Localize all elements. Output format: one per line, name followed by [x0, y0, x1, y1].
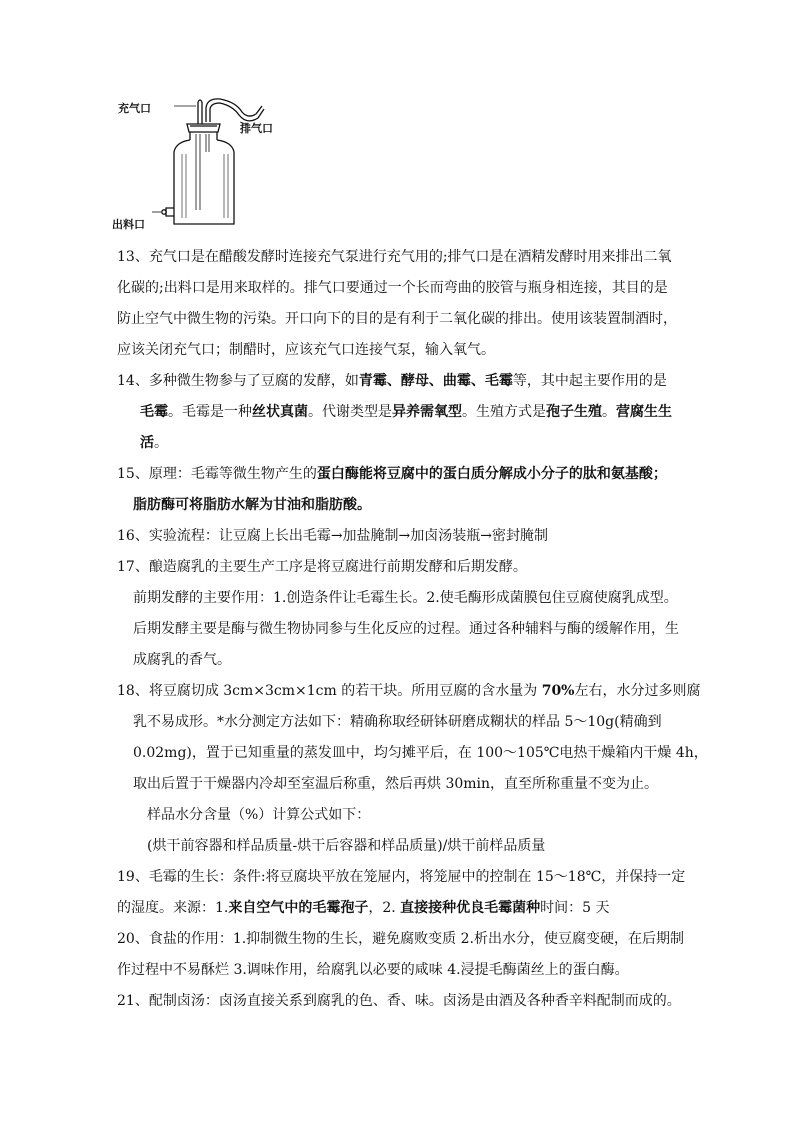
- p14-line-2: [117, 397, 687, 428]
- p13-line-1: 13、充气口是在醋酸发酵时连接充气泵进行充气用的;排气口是在酒精发酵时用来排出二氧: [117, 249, 672, 265]
- p14-bold-mucor: 毛霉: [140, 404, 168, 420]
- p17-line-2: 前期发酵的主要作用：1.创造条件让毛霉生长。2.使毛酶形成菌膜包住豆腐使腐乳成型。: [133, 590, 678, 606]
- p19-text: 的湿度。来源：1.: [117, 900, 229, 916]
- p15-bold-protease: 蛋白酶能将豆腐中的蛋白质分解成小分子的肽和氨基酸；: [316, 466, 667, 482]
- p14-bold-saprophytic-end: 活: [140, 435, 154, 451]
- p18-line-4: 取出后置于干燥器内冷却至室温后称重，然后再烘 30min，直至所称重量不变为止。: [133, 776, 659, 792]
- p20-line-1: 20、食盐的作用：1.抑制微生物的生长，避免腐败变质 2.析出水分，使豆腐变硬，在后期制: [117, 931, 684, 947]
- p14-bold-fungus: 丝状真菌: [252, 404, 308, 420]
- p18-line-2: 乳不易成形。*水分测定方法如下：精确称取经研钵研磨成糊状的样品 5～10g(精确到: [133, 714, 662, 730]
- fermentation-bottle-figure: [112, 92, 302, 232]
- discharge-label: 出料口: [112, 218, 145, 231]
- p19-text: 时间：5 天: [540, 900, 610, 916]
- p14-text: 。: [602, 404, 616, 420]
- p14-line-1: [117, 366, 687, 397]
- outlet-label: 排气口: [240, 122, 273, 135]
- p14-bold-reproduction: 孢子生殖: [546, 404, 602, 420]
- p19-bold-source-air: 来自空气中的毛霉孢子: [228, 900, 369, 916]
- p19-text: ，2.: [368, 900, 401, 916]
- p15-text: 15、原理：毛霉等微生物产生的: [117, 466, 317, 482]
- p17-line-4: 成腐乳的香气。: [133, 652, 231, 668]
- p20-line-2: 作过程中不易酥烂 3.调味作用，给腐乳以必要的咸味 4.浸提毛酶菌丝上的蛋白酶。: [117, 962, 629, 978]
- p19-bold-source-inoculate: 直接接种优良毛霉菌种: [400, 900, 541, 916]
- p18-line-1: [117, 676, 701, 707]
- p14-bold-metabolism: 异养需氧型: [392, 404, 462, 420]
- p17-line-1: 17、酿造腐乳的主要生产工序是将豆腐进行前期发酵和后期发酵。: [117, 559, 527, 575]
- p14-line-3: [117, 428, 687, 459]
- p14-bold-saprophytic: 营腐生生: [616, 404, 672, 420]
- p14-text: 14、多种微生物参与了豆腐的发酵，如: [117, 373, 359, 389]
- p14-text: 。生殖方式是: [462, 404, 546, 420]
- p15-bold-lipase: 脂肪酶可将脂肪水解为甘油和脂肪酸。: [133, 497, 371, 513]
- p13-line-3: 防止空气中微生物的污染。开口向下的目的是有利于二氧化碳的排出。使用该装置制酒时，: [117, 311, 677, 327]
- p14-text: 。: [154, 435, 168, 451]
- p13-line-2: 化碳的;出料口是用来取样的。排气口要通过一个长而弯曲的胶管与瓶身相连接，其目的是: [117, 280, 668, 296]
- p13-line-4: 应该关闭充气口；制醋时，应该充气口连接气泵，输入氧气。: [117, 342, 495, 358]
- p15-line-2: [117, 490, 687, 521]
- p16-line-1: 16、实验流程：让豆腐上长出毛霉→加盐腌制→加卤汤装瓶→密封腌制: [117, 528, 549, 544]
- p18-text: 18、将豆腐切成 3cm×3cm×1cm 的若干块。所用豆腐的含水量为: [117, 683, 542, 699]
- p17-line-3: 后期发酵主要是酶与微生物协同参与生化反应的过程。通过各种辅料与酶的缓解作用，生: [133, 621, 679, 637]
- p18-line-3: 0.02mg)，置于已知重量的蒸发皿中，均匀摊平后，在 100～105℃电热干燥箱内干燥 4h，: [133, 745, 708, 761]
- p18-bold-water-content: 70%: [541, 683, 575, 699]
- p14-text: 等，其中起主要作用的是: [512, 373, 667, 389]
- p14-text: 。毛霉是一种: [168, 404, 252, 420]
- p14-text: 。代谢类型是: [308, 404, 392, 420]
- p18-text: 左右，水分过多则腐: [574, 683, 701, 699]
- p19-line-2: [117, 893, 687, 924]
- inlet-label: 充气口: [118, 102, 151, 115]
- p19-line-1: 19、毛霉的生长：条件:将豆腐块平放在笼屉内，将笼屉中的控制在 15～18℃，并保持一定: [117, 869, 686, 885]
- notes-body: [117, 242, 708, 1017]
- p18-line-5: 样品水分含量（%）计算公式如下：: [147, 807, 371, 823]
- p18-formula: (烘干前容器和样品质量-烘干后容器和样品质量)/烘干前样品质量: [147, 838, 546, 854]
- p21-line-1: 21、配制卤汤：卤汤直接关系到腐乳的色、香、味。卤汤是由酒及各种香辛料配制而成的。: [117, 993, 681, 1009]
- p15-line-1: [117, 459, 687, 490]
- p14-bold-microbes: 青霉、酵母、曲霉、毛霉: [358, 373, 513, 389]
